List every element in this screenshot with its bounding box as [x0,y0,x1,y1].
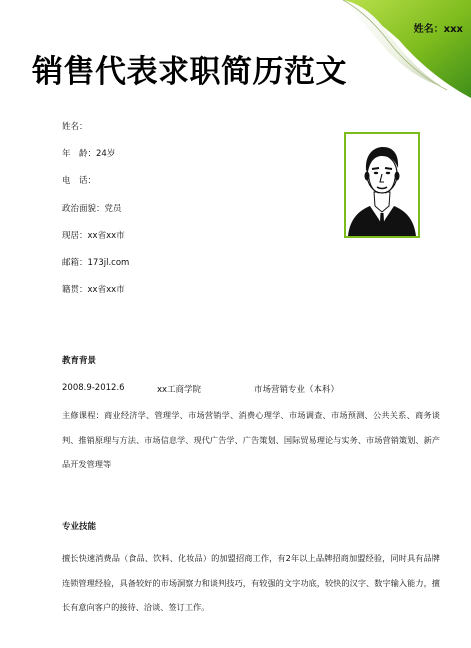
education-courses: 主修课程：商业经济学、管理学、市场营销学、消费心理学、市场调查、市场预测、公共关系、商务谈判、推销原理与方法、市场信息学、现代广告学、广告策划、国际贸易理论与实务、市场营销策划、新产品开发管理等 [62,410,440,469]
header-name-tag: 姓名：xxx [413,24,463,35]
education-school: xx工商学院 [157,385,202,395]
info-row-email [62,256,322,283]
info-value: 24岁 [96,149,116,160]
info-label: 电 话： [62,176,97,187]
info-label: 政治面貌： [62,203,105,214]
info-row-age [62,147,322,174]
portrait-photo [344,132,420,238]
info-value: 党员 [104,203,122,214]
education-heading: 教育背景 [62,356,97,366]
skills-text: 擅长快速消费品（食品、饮料、化妆品）的加盟招商工作，有2年以上品牌招商加盟经验，同时具有品牌连锁管理经验，具备较好的市场洞察力和谈判技巧，有较强的文字功底，较快的汉字、数字输入能力，擅长有意向客户的接待、洽谈、签订工作。 [62,553,440,612]
info-value: xx省xx市 [87,285,125,296]
info-value: 173jl.com [87,257,130,268]
basic-info [62,120,322,310]
info-label: 姓名： [62,122,88,132]
info-row-hometown [62,283,322,310]
info-row-phone [62,174,322,201]
info-label: 籍贯： [62,285,88,296]
info-label: 年 龄： [62,149,97,160]
info-row-political [62,202,322,229]
info-value: xx省xx市 [87,230,125,241]
info-label: 邮箱： [62,257,88,268]
page-title: 销售代表求职简历范文 [32,54,347,90]
skills-heading: 专业技能 [62,522,97,532]
info-label: 现居： [62,230,88,241]
info-row-name [62,120,322,147]
info-row-residence [62,229,322,256]
education-period: 2008.9-2012.6 [62,383,125,393]
education-major: 市场营销专业（本科） [254,385,340,395]
